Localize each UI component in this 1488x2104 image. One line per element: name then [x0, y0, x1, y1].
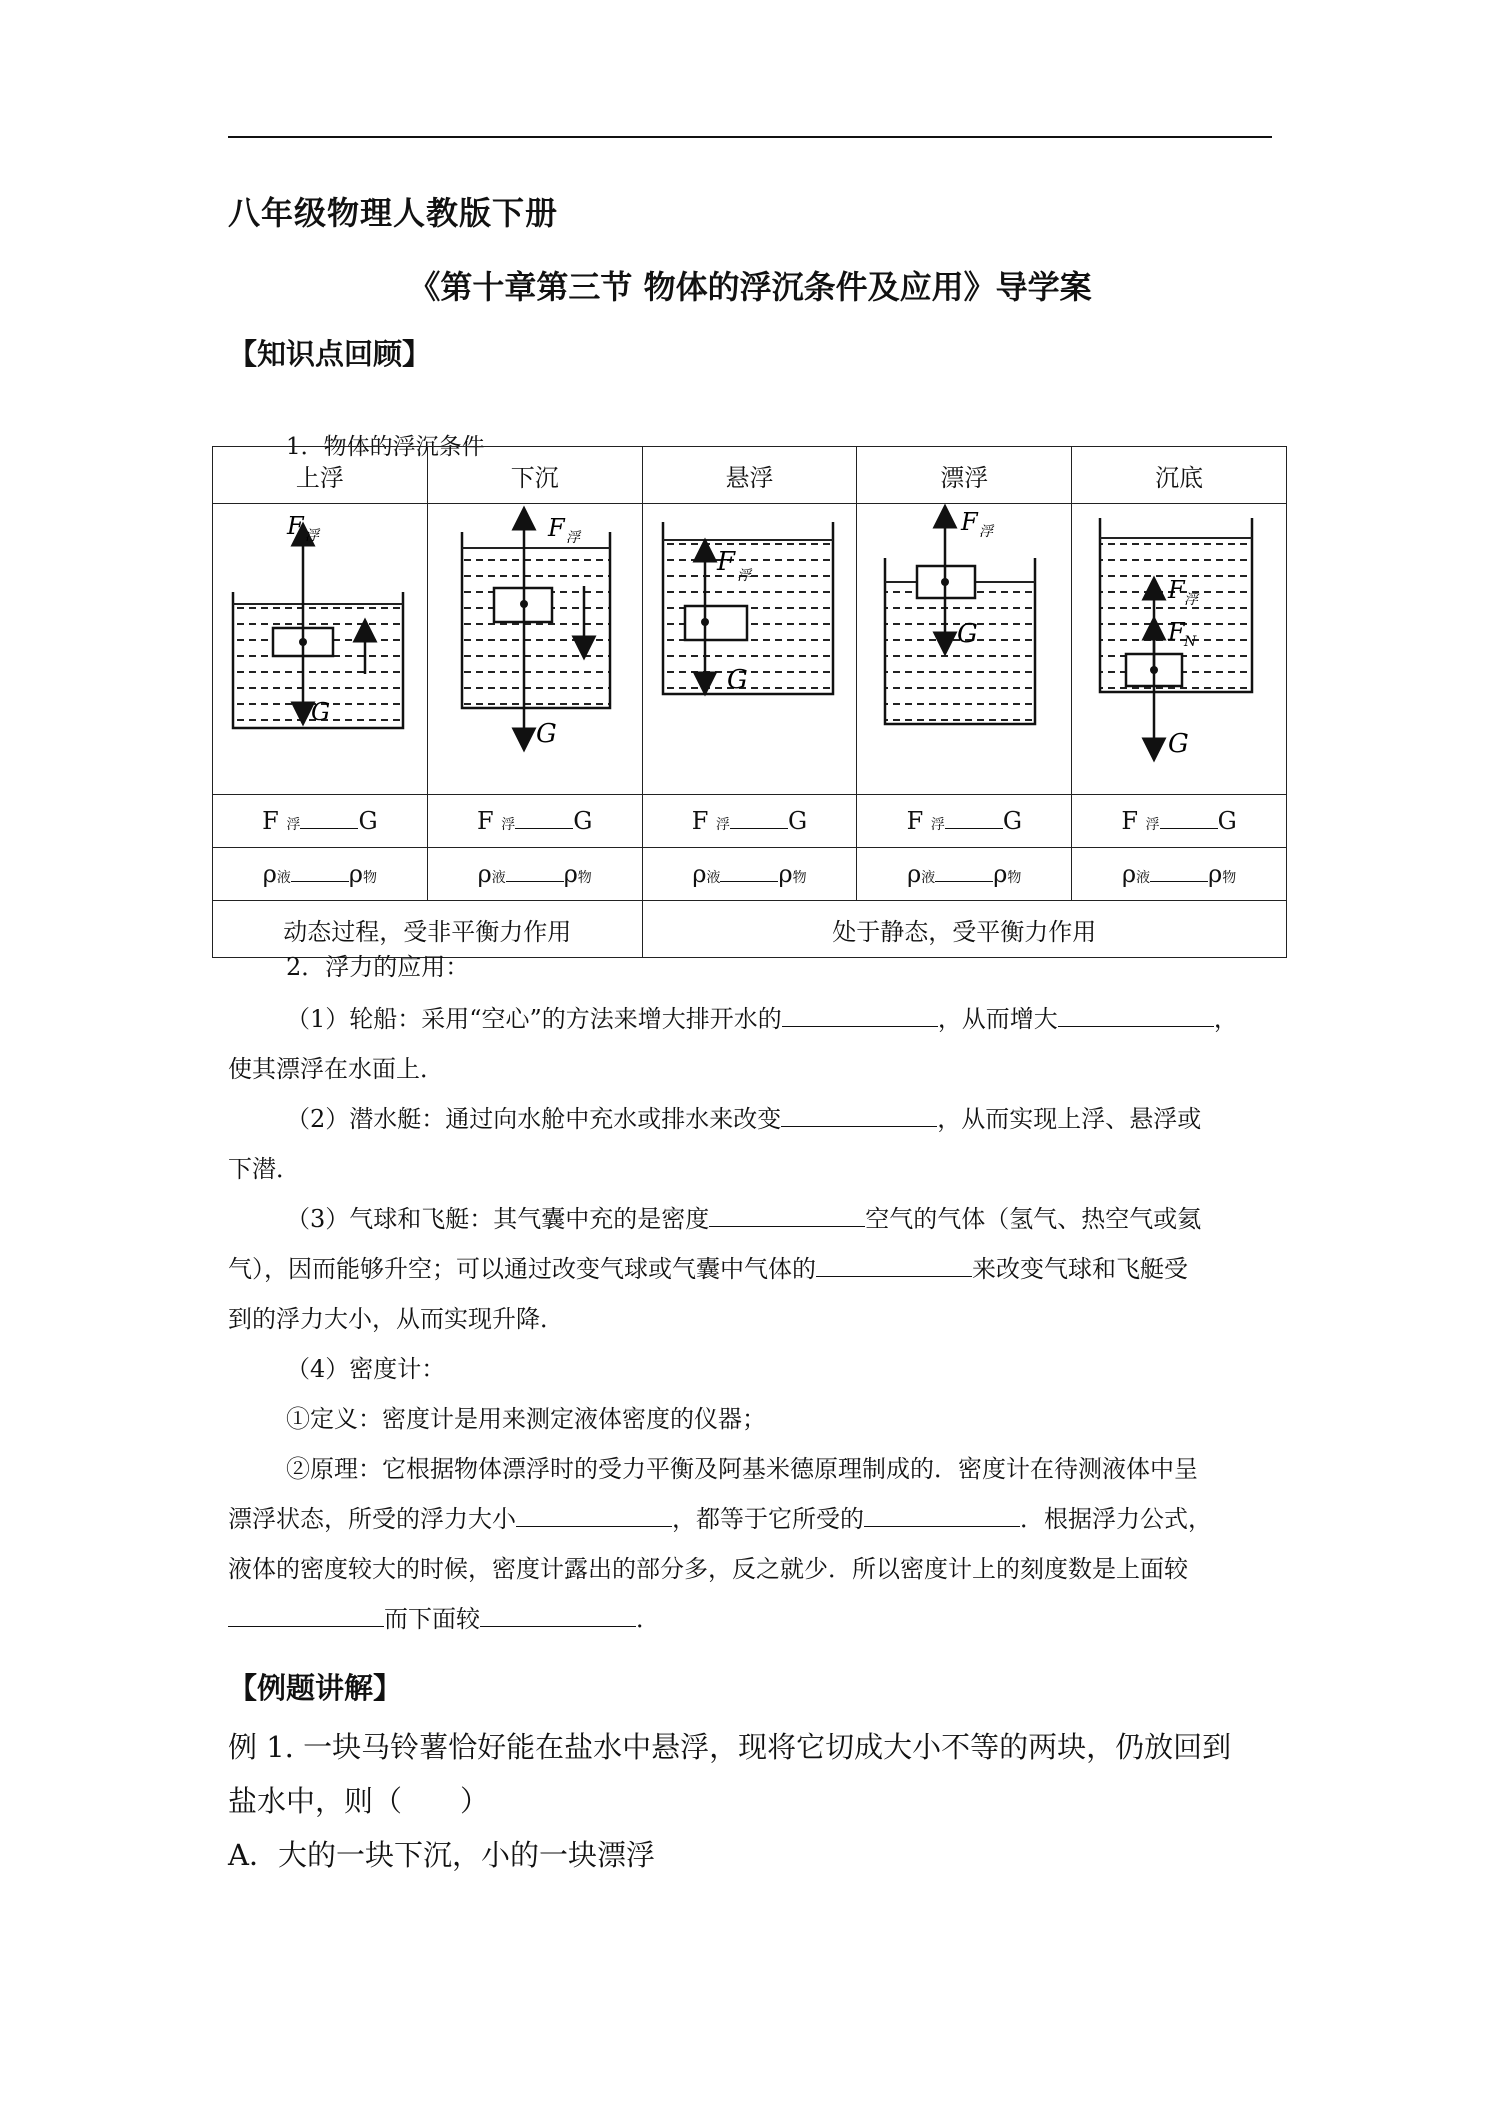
svg-text:F: F	[1168, 576, 1185, 604]
para-hydrometer: （4）密度计：	[286, 1355, 446, 1383]
item-1-heading: 1．物体的浮沉条件	[286, 434, 485, 460]
col-head: 悬浮	[642, 447, 857, 504]
col-head: 漂浮	[857, 447, 1072, 504]
lesson-title: 《第十章第三节 物体的浮沉条件及应用》导学案	[408, 268, 1092, 306]
force-compare-cell: F 浮 G	[857, 795, 1072, 848]
svg-text:F: F	[1168, 618, 1185, 646]
para-definition: ①定义：密度计是用来测定液体密度的仪器；	[286, 1405, 766, 1433]
svg-text:N: N	[1184, 634, 1197, 650]
para-submarine: （2）潜水艇：通过向水舱中充水或排水来改变 ，从而实现上浮、悬浮或 下潜．	[228, 1105, 1202, 1183]
diagram-suspended	[642, 504, 857, 795]
force-compare-cell: F 浮 G	[1072, 795, 1287, 848]
diagram-bottom	[1072, 504, 1287, 795]
label-F-buoy: F	[287, 512, 304, 540]
force-compare-cell: F 浮 G	[427, 795, 642, 848]
svg-text:F: F	[961, 508, 979, 536]
float-sink-table	[212, 446, 1287, 958]
density-compare-cell: ρ液 ρ物	[642, 848, 857, 901]
page-title: 八年级物理人教版下册	[228, 194, 559, 232]
option-a: A．大的一块下沉，小的一块漂浮	[228, 1838, 655, 1872]
density-compare-cell: ρ液 ρ物	[857, 848, 1072, 901]
section-heading-review: 【知识点回顾】	[228, 337, 432, 371]
svg-text:浮: 浮	[736, 568, 751, 584]
density-compare-cell: ρ液 ρ物	[1072, 848, 1287, 901]
density-compare-cell: ρ液 ρ物	[213, 848, 428, 901]
label-G: G	[311, 698, 331, 726]
note-static: 处于静态，受平衡力作用	[642, 901, 1286, 958]
example-1: 例 1. 一块马铃薯恰好能在盐水中悬浮，现将它切成大小不等的两块，仍放回到 盐水中，则（ ） A．大的一块下沉，小的一块漂浮	[228, 1730, 1232, 1872]
para-principle: ②原理：它根据物体漂浮时的受力平衡及阿基米德原理制成的．密度计在待测液体中呈 漂浮状态，所受的浮力大小 ，都等于它所受的 ．根据浮力公式， 液体的密度较大的时候，密度计露出的部分多，反之就少．所以密度计上的刻度数是上面较 而下面较 ．	[228, 1455, 1212, 1633]
svg-text:F: F	[716, 547, 735, 577]
header-rule	[228, 136, 1272, 138]
col-head: 上浮	[213, 447, 428, 504]
note-dynamic: 动态过程，受非平衡力作用	[213, 901, 643, 958]
col-head: 下沉	[427, 447, 642, 504]
force-compare-cell: F 浮 G	[642, 795, 857, 848]
para-balloon: （3）气球和飞艇：其气囊中充的是密度 空气的气体（氢气、热空气或氦 气），因而能够升空；可以通过改变气球或气囊中气体的 来改变气球和飞艇受 到的浮力大小，从而实现升降．	[228, 1205, 1202, 1333]
svg-text:F: F	[547, 514, 565, 542]
diagram-sinking	[427, 504, 642, 795]
para-ship: （1）轮船：采用“空心”的方法来增大排开水的 ，从而增大 ， 使其漂浮在水面上．	[228, 1005, 1238, 1083]
svg-text:G: G	[726, 665, 748, 695]
item-2-heading: 2．浮力的应用：	[286, 953, 470, 981]
section-heading-examples: 【例题讲解】	[228, 1671, 403, 1705]
col-head: 沉底	[1072, 447, 1287, 504]
svg-text:浮: 浮	[305, 528, 319, 544]
svg-text:G: G	[957, 619, 979, 649]
svg-text:G: G	[535, 719, 557, 749]
force-compare-cell: F 浮 G	[213, 795, 428, 848]
svg-text:G: G	[1168, 729, 1189, 759]
diagram-rising	[213, 504, 428, 795]
svg-text:浮: 浮	[979, 524, 994, 540]
density-compare-cell: ρ液 ρ物	[427, 848, 642, 901]
diagram-floating	[857, 504, 1072, 795]
svg-text:浮: 浮	[565, 530, 580, 546]
svg-text:浮: 浮	[1184, 592, 1199, 608]
